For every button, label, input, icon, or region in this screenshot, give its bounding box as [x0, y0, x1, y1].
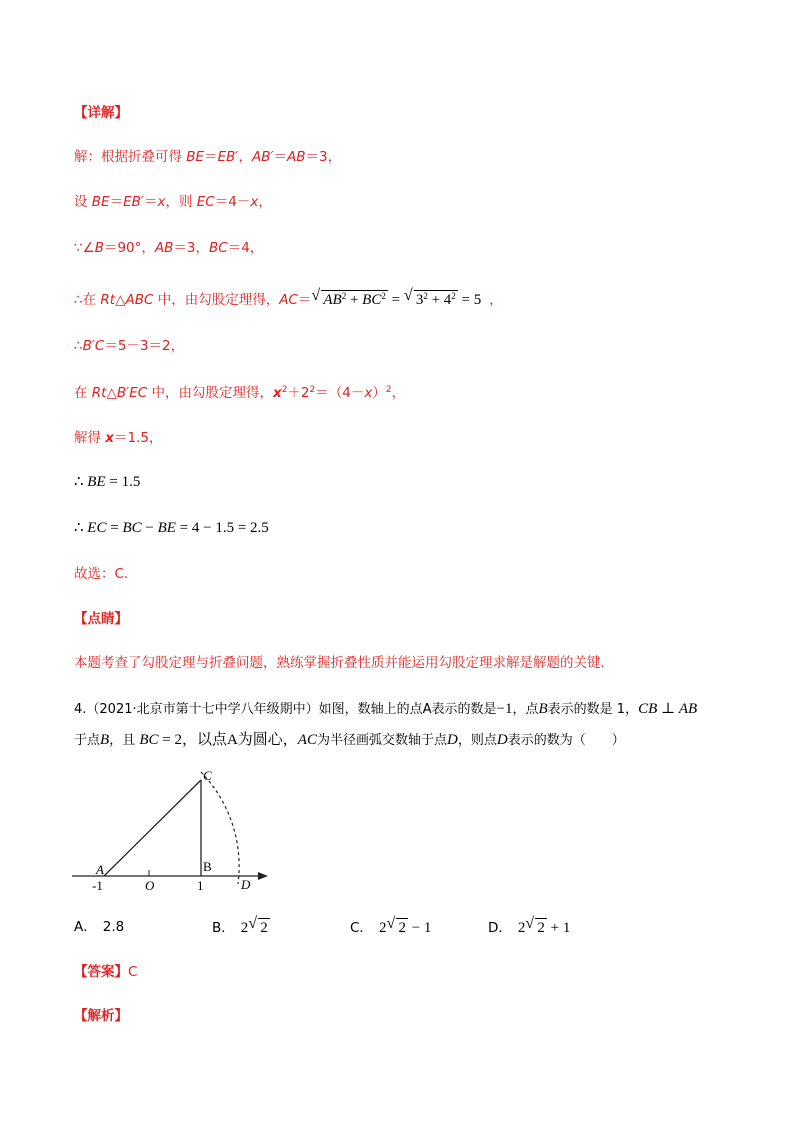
question-4-line-1	[74, 700, 697, 719]
var: ABC	[125, 292, 154, 308]
var: B′EC	[116, 385, 148, 401]
var: AB	[678, 701, 698, 717]
tick-label-one: 1	[197, 878, 204, 893]
label-c: C	[203, 768, 212, 783]
var: BE	[186, 149, 205, 165]
solution-line-7	[74, 429, 163, 447]
var: B	[100, 732, 110, 748]
sqrt-expression	[405, 290, 458, 309]
text: ＝	[297, 292, 312, 308]
text: ，	[489, 292, 503, 308]
var: D	[446, 732, 458, 748]
exponent: 2	[309, 385, 316, 395]
var: x	[364, 385, 373, 401]
text: ＝	[109, 194, 124, 210]
coefficient: 2	[378, 920, 387, 936]
text: 表示的数是 1，	[547, 702, 639, 717]
radicand: 2	[398, 920, 406, 936]
radicand: 2	[537, 920, 545, 936]
text: 解：根据折叠可得	[74, 149, 187, 165]
text: 为半径画弧交数轴于点	[316, 733, 447, 748]
text: ，	[391, 385, 406, 401]
text: 设	[74, 194, 92, 210]
answer-value: C	[128, 964, 138, 980]
var: x	[105, 430, 115, 446]
text: ）	[372, 385, 386, 401]
text: ，点	[512, 702, 539, 717]
option-d[interactable]	[488, 918, 570, 937]
solution-line-10: 故选：C．	[74, 566, 138, 582]
text: ＝	[204, 149, 218, 165]
axis-arrowhead	[258, 872, 268, 880]
text: ，且	[109, 733, 140, 748]
var: BE	[157, 520, 176, 536]
option-letter: D．	[488, 920, 512, 936]
solution-line-3	[74, 239, 263, 257]
number: −1	[496, 701, 513, 717]
text: ＝4－	[214, 194, 251, 210]
option-letter: C．	[350, 920, 373, 936]
option-value: 2.8	[102, 919, 125, 935]
tail: − 1	[407, 920, 432, 936]
var: x	[272, 385, 282, 401]
section-heading-detail: 【详解】	[74, 105, 128, 121]
radicand: 2	[260, 920, 268, 936]
text: −	[141, 520, 158, 536]
var: BC	[139, 732, 159, 748]
therefore-symbol: ∴	[74, 520, 88, 536]
text: 在	[74, 385, 92, 401]
exponent: 2	[381, 291, 386, 301]
option-letter: B．	[212, 920, 235, 936]
var: D	[496, 732, 508, 748]
option-value	[379, 920, 431, 936]
text: ＝4，	[227, 240, 264, 256]
text: 中，由勾股定理得，	[153, 292, 280, 308]
answer-line	[74, 963, 137, 981]
answer-label: 【答案】	[74, 964, 128, 980]
operator: +	[346, 292, 363, 308]
text: △	[106, 385, 117, 401]
comment-text: 本题考查了勾股定理与折叠问题，熟练掌握折叠性质并能运用勾股定理求解是解题的关键．	[74, 655, 614, 671]
text: 表示的数为（ ）	[507, 733, 625, 748]
var: AB	[154, 240, 174, 256]
text: ∵∠	[74, 240, 95, 256]
text: 中，由勾股定理得，	[147, 385, 273, 401]
text: =	[106, 520, 123, 536]
text: ，	[238, 149, 252, 165]
var: BE	[91, 194, 110, 210]
var: AC	[297, 732, 317, 748]
tick-label-minus-one: -1	[92, 878, 103, 893]
var: Rt	[91, 385, 107, 401]
var: x	[250, 194, 259, 210]
var: EC	[87, 520, 107, 536]
text: △	[115, 292, 126, 308]
text: = 1.5	[105, 474, 141, 490]
result: = 5	[457, 292, 482, 308]
therefore-symbol: ∴	[74, 474, 88, 490]
operator: ⊥	[657, 701, 679, 717]
label-a: A	[96, 862, 104, 877]
solution-line-8	[74, 473, 140, 491]
exponent: 2	[281, 385, 288, 395]
var: B′C	[82, 338, 105, 354]
text: ＝	[273, 149, 288, 165]
number-line-figure	[72, 762, 282, 894]
solution-line-4	[74, 290, 503, 309]
coefficient: 2	[517, 920, 526, 936]
text: ＝3，	[305, 149, 342, 165]
text: ∴在	[74, 292, 101, 308]
var: EC	[196, 194, 215, 210]
text: ＋2	[287, 385, 310, 401]
option-a[interactable]	[74, 918, 124, 936]
var: EB′	[123, 194, 144, 210]
section-heading-analysis: 【解析】	[74, 1008, 128, 1024]
label-d: D	[241, 877, 251, 892]
var: AB	[287, 149, 306, 165]
exponent: 2	[451, 291, 456, 301]
option-value	[241, 920, 270, 936]
text: 解得	[74, 430, 106, 446]
question-4-line-2	[74, 731, 625, 750]
text: 4.（2021·北京市第十七中学八年级期中）如图，数轴上的点A表示的数是	[74, 702, 497, 717]
section-heading-comment: 【点睛】	[74, 611, 128, 627]
var: EB′	[217, 149, 239, 165]
option-b[interactable]	[212, 918, 270, 937]
text: = 2，以点A为圆心，	[158, 732, 298, 748]
exponent: 2	[385, 385, 392, 395]
option-c[interactable]	[350, 918, 431, 937]
pythagoras-formula	[311, 292, 481, 308]
var: CB	[638, 701, 658, 717]
solution-line-1	[74, 148, 341, 166]
segment-ac	[104, 780, 201, 876]
operator: +	[427, 292, 444, 308]
option-letter: A．	[74, 919, 97, 935]
tick-label-origin: O	[145, 878, 155, 893]
exponent: 2	[341, 291, 347, 301]
var: BC	[362, 292, 382, 308]
coefficient: 2	[240, 920, 249, 936]
sqrt-expression	[312, 290, 387, 309]
text: ＝3，	[173, 240, 209, 256]
label-b: B	[203, 859, 212, 874]
var: AC	[279, 292, 298, 308]
var: BE	[87, 474, 106, 490]
var: B	[94, 240, 104, 256]
text: ∴	[74, 338, 83, 354]
number: 4	[443, 292, 452, 308]
operator: =	[387, 292, 404, 308]
text: ，	[258, 194, 272, 210]
var: B	[538, 701, 548, 717]
text: ＝5－3＝2，	[104, 338, 185, 354]
text: ，则点	[457, 733, 497, 748]
option-value	[518, 920, 570, 936]
exponent: 2	[423, 291, 428, 301]
text: ＝90°，	[103, 240, 155, 256]
var: AB	[323, 292, 342, 308]
text: ＝1.5，	[114, 430, 163, 446]
text: = 4 − 1.5 = 2.5	[175, 520, 269, 536]
var: BC	[122, 520, 142, 536]
solution-line-5	[74, 337, 184, 355]
var: BC	[209, 240, 228, 256]
solution-line-9	[74, 519, 269, 537]
tail: + 1	[546, 920, 571, 936]
text: 于点	[74, 733, 101, 748]
var: Rt	[100, 292, 116, 308]
solution-line-2	[74, 193, 272, 211]
var: AB′	[251, 149, 274, 165]
text: ＝	[143, 194, 158, 210]
number: 3	[415, 292, 424, 308]
solution-line-6	[74, 384, 405, 402]
text: ＝（4－	[315, 385, 365, 401]
text: ，则	[165, 194, 197, 210]
var: x	[157, 194, 166, 210]
